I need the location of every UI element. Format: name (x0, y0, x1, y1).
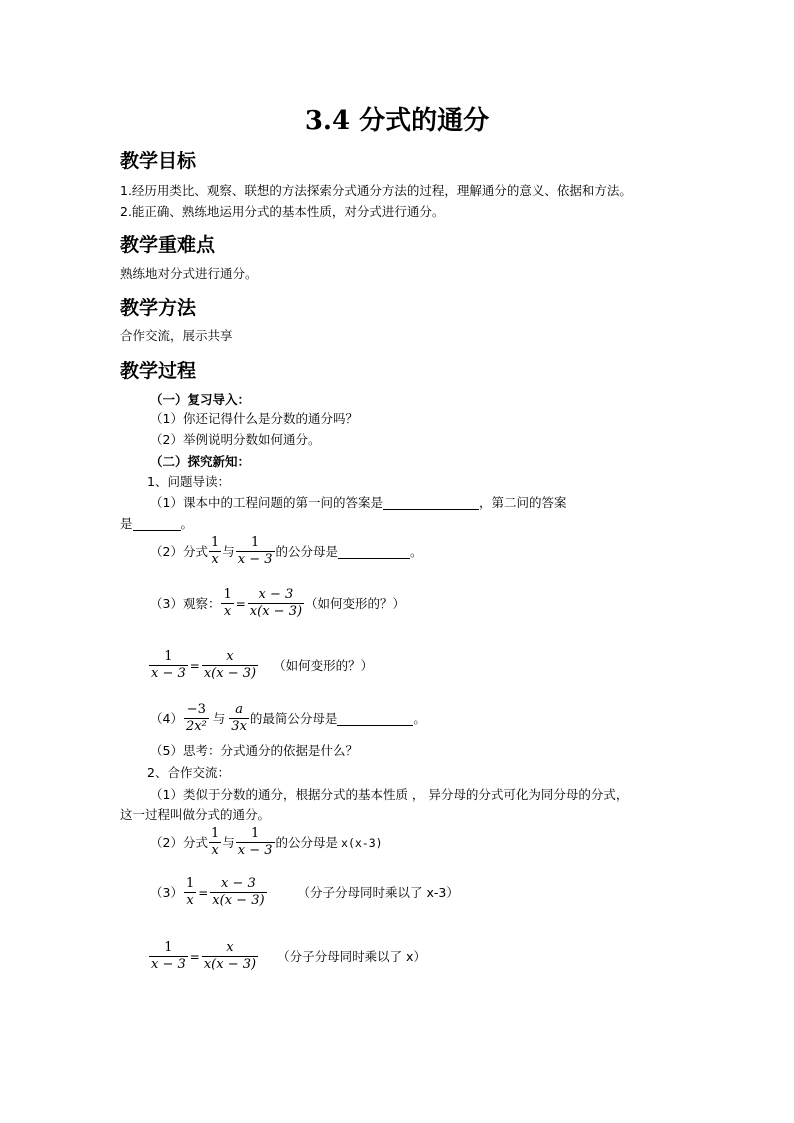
page-title: 3.4 分式的通分 (304, 106, 490, 136)
numerator: −3 (186, 702, 206, 717)
numerator: 1 (210, 535, 220, 550)
denominator: 2x² (185, 719, 207, 734)
denominator: 3x (231, 719, 247, 734)
denominator: x(x − 3) (203, 666, 257, 681)
coop-title: 2、合作交流： (147, 765, 230, 780)
guide-q2-text-b: 的公分母是 (275, 543, 339, 559)
fraction-1-over-x (221, 587, 233, 620)
denominator: x (221, 603, 233, 620)
review-question-2: （2）举例说明分数如何通分。 (150, 432, 321, 447)
guide-q1-text-c: 是 (120, 516, 133, 531)
numerator: 1 (223, 587, 232, 602)
denominator: x(x − 3) (249, 604, 303, 619)
coop-question-3b (148, 940, 426, 973)
coop-q3-text-a: （3） (150, 884, 183, 900)
numerator: 1 (164, 649, 173, 664)
goal-item-2: 2.能正确、熟练地运用分式的基本性质，对分式进行通分。 (120, 204, 445, 219)
coop-q2-mid: 与 (222, 834, 235, 850)
guide-question-4 (150, 702, 426, 735)
guide-q1-end: 。 (180, 516, 194, 531)
guide-question-3b (148, 649, 373, 682)
fraction-x-over-x-paren (202, 649, 258, 682)
answer-blank-1[interactable] (383, 495, 479, 510)
explore-title: （二）探究新知： (150, 454, 251, 469)
guide-q3-text-a: （3）观察： (150, 595, 221, 611)
guide-q1-text-b: ，第二问的答案 (478, 495, 567, 510)
numerator: x (226, 649, 234, 664)
guide-q4-mid: 与 (212, 710, 226, 726)
guide-q4-end: 。 (413, 710, 426, 726)
guide-q1-text-a: （1）课本中的工程问题的第一问的答案是 (150, 495, 383, 510)
guide-question-2 (150, 535, 423, 568)
guide-question-1-continued (120, 514, 193, 534)
section-heading-keypoints: 教学重难点 (120, 234, 216, 256)
fraction-1-over-x-minus-3 (236, 826, 275, 859)
guide-question-5: （5）思考：分式通分的依据是什么？ (150, 743, 358, 758)
guide-q4-text-b: 的最简公分母是 (249, 710, 338, 726)
guide-q4-text-a: （4） (150, 710, 183, 726)
coop-paragraph-line-1: （1）类似于分数的通分，根据分式的基本性质 ， 异分母的分式可化为同分母的分式， (150, 787, 629, 802)
fraction-neg3-over-2x-squared (184, 702, 209, 735)
numerator: x (226, 940, 234, 955)
fraction-1-over-x-minus-3 (236, 535, 275, 568)
coop-q2-text-b: 的公分母是 (275, 834, 339, 850)
denominator: x(x − 3) (212, 893, 265, 908)
equals-sign: = (235, 596, 246, 611)
fraction-a-over-3x (229, 702, 249, 735)
numerator: a (235, 702, 243, 717)
coop-paragraph-line-2: 这一过程叫做分式的通分。 (120, 807, 271, 822)
denominator: x(x − 3) (203, 957, 257, 972)
section-heading-goals: 教学目标 (120, 150, 197, 172)
guide-question-3 (150, 587, 405, 620)
numerator: 1 (250, 535, 260, 550)
guide-title: 1、问题导读： (147, 474, 230, 489)
answer-blank-4[interactable] (337, 711, 413, 726)
section-heading-methods: 教学方法 (120, 297, 197, 319)
guide-q2-mid: 与 (222, 543, 235, 559)
review-question-1: （1）你还记得什么是分数的通分吗？ (150, 411, 358, 426)
numerator: x − 3 (258, 587, 294, 602)
fraction-x-over-x-paren (202, 940, 258, 973)
answer-blank-3[interactable] (338, 544, 410, 559)
coop-question-2 (150, 826, 383, 859)
coop-q3b-note: （分子分母同时乘以了 x） (277, 948, 426, 964)
numerator: 1 (185, 876, 195, 891)
equals-sign: = (198, 885, 209, 900)
fraction-x-minus-3-over-x-paren (248, 587, 304, 620)
keypoints-text: 熟练地对分式进行通分。 (120, 266, 258, 281)
coop-q3-note: （分子分母同时乘以了 x-3） (297, 884, 459, 900)
numerator: 1 (164, 940, 173, 955)
fraction-1-over-x-minus-3 (149, 940, 188, 973)
coop-question-3 (150, 876, 459, 909)
review-title: （一）复习导入： (150, 392, 251, 407)
numerator: 1 (250, 826, 260, 841)
denominator: x (209, 842, 221, 859)
fraction-1-over-x-minus-3 (149, 649, 188, 682)
fraction-1-over-x (209, 826, 221, 859)
fraction-1-over-x (184, 876, 196, 909)
denominator: x − 3 (237, 552, 273, 567)
fraction-1-over-x (209, 535, 221, 568)
methods-text: 合作交流，展示共享 (120, 328, 233, 343)
guide-q2-end: 。 (410, 543, 423, 559)
guide-q3-note: （如何变形的？） (305, 595, 406, 611)
denominator: x (184, 892, 196, 909)
guide-q2-text-a: （2）分式 (150, 543, 208, 559)
goal-item-1: 1.经历用类比、观察、联想的方法探索分式通分方法的过程，理解通分的意义、依据和方法。 (120, 183, 632, 198)
denominator: x − 3 (151, 957, 186, 972)
numerator: x − 3 (221, 876, 256, 891)
equals-sign: = (189, 949, 200, 964)
guide-question-1 (150, 493, 566, 513)
coop-q2-text-a: （2）分式 (150, 834, 208, 850)
denominator: x − 3 (151, 666, 186, 681)
denominator: x − 3 (237, 843, 273, 858)
coop-q2-answer: x(x-3) (341, 835, 383, 850)
equals-sign: = (189, 658, 200, 673)
fraction-x-minus-3-over-x-paren (210, 876, 266, 909)
denominator: x (209, 551, 221, 568)
numerator: 1 (210, 826, 220, 841)
answer-blank-2[interactable] (133, 516, 181, 531)
section-heading-process: 教学过程 (120, 360, 197, 382)
guide-q3b-note: （如何变形的？） (273, 657, 374, 673)
